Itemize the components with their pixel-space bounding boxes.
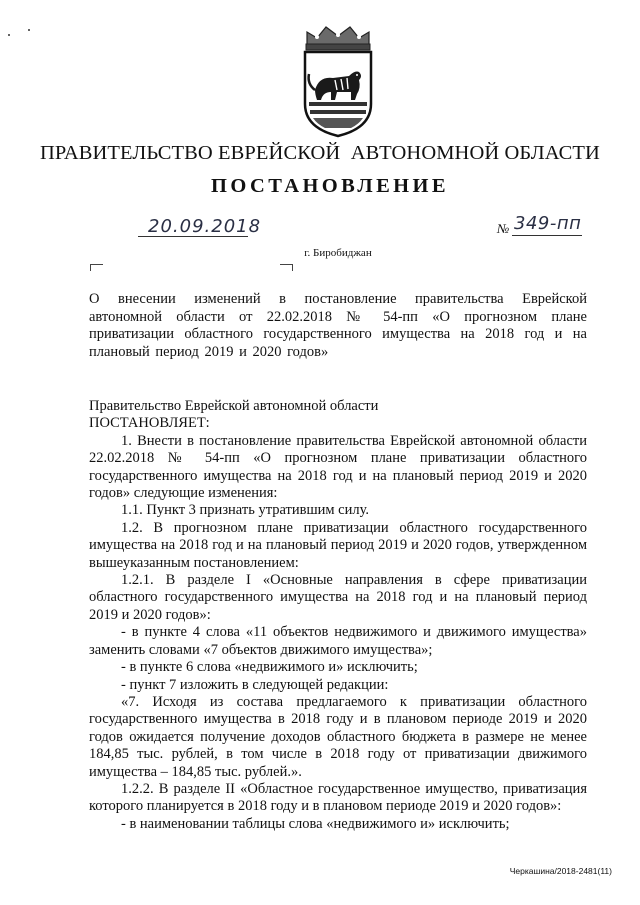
- date-underline: [138, 236, 248, 237]
- decree-body: [89, 398, 587, 833]
- scan-speck: [28, 29, 30, 31]
- subject-bracket-left: [90, 264, 103, 271]
- government-title: ПРАВИТЕЛЬСТВО ЕВРЕЙСКОЙ АВТОНОМНОЙ ОБЛАСТИ: [40, 142, 600, 164]
- coat-of-arms-tiger-icon: [293, 24, 383, 140]
- body-paragraph: - в пункте 6 слова «недвижимого и» исключить;: [121, 659, 418, 676]
- footer-reference: Черкашина/2018-2481(11): [509, 866, 612, 876]
- body-paragraph: 1.2.2. В разделе II «Областное государственное имущество, приватизация которого планируется в 2018 году и в плановом периоде 2019 и 2020 годов»:: [89, 780, 587, 815]
- scan-speck: [8, 34, 10, 36]
- body-paragraph: Правительство Еврейской автономной области: [89, 398, 379, 414]
- body-paragraph: - в наименовании таблицы слова «недвижимого и» исключить;: [121, 815, 510, 832]
- city-label: г. Биробиджан: [304, 247, 372, 259]
- number-underline: [512, 235, 582, 236]
- body-paragraph: - пункт 7 изложить в следующей редакции:: [121, 676, 389, 693]
- decree-number: 349-пп: [514, 213, 582, 234]
- decree-date: 20.09.2018: [148, 216, 262, 237]
- body-paragraph: ПОСТАНОВЛЯЕТ:: [89, 415, 210, 432]
- decree-subject: О внесении изменений в постановление правительства Еврейской автономной области от 22.02.2018 № 54-пп «О прогнозном плане приватизации областного государственного имущества на 2018 год и на плановый период 2019 и 2020 годов»: [89, 291, 587, 360]
- body-paragraph: 1.1. Пункт 3 признать утратившим силу.: [121, 502, 370, 519]
- body-paragraph: 1.2.1. В разделе I «Основные направления в сфере приватизации областного государственного имущества на 2018 год и на плановый период 2019 и 2020 годов»:: [89, 572, 587, 623]
- subject-bracket-right: [280, 264, 293, 271]
- number-label: №: [497, 221, 510, 236]
- body-paragraph: 1. Внести в постановление правительства Еврейской автономной области 22.02.2018 № 54-пп «О прогнозном плане приватизации областного государственного имущества на 2018 год и на плановый период 2019 и 2020 годов» следующие изменения:: [89, 432, 587, 502]
- body-paragraph: 1.2. В прогнозном плане приватизации областного государственного имущества на 2018 год и на плановый период 2019 и 2020 годов, утвержденном вышеуказанным постановлением:: [89, 519, 587, 571]
- body-paragraph: - в пункте 4 слова «11 объектов недвижимого и движимого имущества» заменить словами «7 объектов движимого имущества»;: [89, 624, 587, 658]
- document-type-title: ПОСТАНОВЛЕНИЕ: [211, 175, 449, 197]
- body-paragraph: «7. Исходя из состава предлагаемого к приватизации областного государственного имущества в 2018 году и в плановом периоде 2019 и 2020 годов ожидается получение доходов областного бюджета в размере не менее 184,85 тыс. рублей, в том числе в 2018 году от приватизации движимого имущества – 184,85 тыс. рублей.».: [89, 693, 587, 780]
